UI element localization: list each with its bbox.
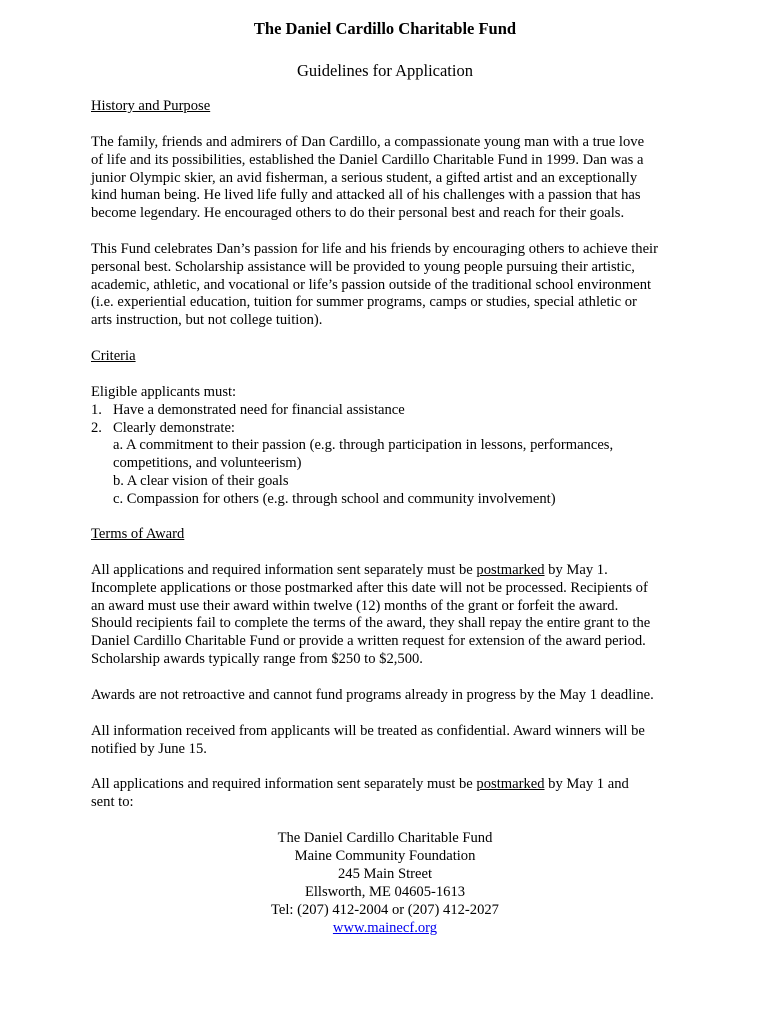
criteria-list [91,384,691,509]
paragraph-line: Awards are not retroactive and cannot fund programs already in progress by the May 1 deadline. [91,687,654,703]
terms-paragraph-4 [91,776,691,812]
paragraph-line: notified by June 15. [91,740,207,757]
paragraph-line: All information received from applicants will be treated as confidential. Award winners will be [91,723,645,739]
text-span: by May 1. [544,562,608,578]
address-line-fund: The Daniel Cardillo Charitable Fund [277,830,493,846]
history-paragraph-1 [91,134,691,223]
paragraph-line: sent to: [91,793,134,810]
list-item [91,402,691,420]
paragraph-line: academic, athletic, and vocational or life’s passion outside of the traditional school environment [91,276,652,293]
text-span: by May 1 and [544,776,629,792]
history-section [91,98,691,116]
paragraph-line: junior Olympic skier, an avid fisherman, a serious student, a gifted artist and an exceptionally [91,169,638,186]
sub-item-c: c. Compassion for others (e.g. through school and community involvement) [113,490,556,507]
terms-paragraph-3 [91,723,691,759]
paragraph-line: personal best. Scholarship assistance will be provided to young people pursuing their artistic, [91,258,635,275]
document-subtitle: Guidelines for Application [297,61,473,80]
criteria-section [91,348,691,366]
criteria-intro: Eligible applicants must: [91,384,237,400]
paragraph-line: Daniel Cardillo Charitable Fund or provide a written request for extension of the award period. [91,633,646,650]
paragraph-line: Scholarship awards typically range from $250 to $2,500. [91,650,423,667]
paragraph-line: The family, friends and admirers of Dan Cardillo, a compassionate young man with a true love [91,134,645,150]
paragraph-line: Should recipients fail to complete the terms of the award, they shall repay the entire grant to the [91,615,651,632]
paragraph-line: (i.e. experiential education, tuition for summer programs, camps or studies, special athletic or [91,294,637,311]
address-line-street: 245 Main Street [337,866,433,882]
history-paragraph-2 [91,241,691,330]
paragraph-line: become legendary. He encouraged others to do their personal best and reach for their goals. [91,205,625,222]
paragraph-line: Incomplete applications or those postmarked after this date will not be processed. Recipients of [91,579,648,596]
text-span: All applications and required information sent separately must be [91,776,477,792]
address-line-city: Ellsworth, ME 04605-1613 [304,884,466,900]
address-line-foundation: Maine Community Foundation [294,848,476,864]
website-link[interactable]: www.mainecf.org [332,920,438,936]
sub-item-a-cont: competitions, and volunteerism) [113,455,302,472]
document-title: The Daniel Cardillo Charitable Fund [253,19,517,38]
address-line-phone: Tel: (207) 412-2004 or (207) 412-2027 [271,902,499,918]
postmarked-emphasis: postmarked [476,562,545,578]
sub-item-b: b. A clear vision of their goals [113,472,289,489]
paragraph-line: of life and its possibilities, established the Daniel Cardillo Charitable Fund in 1999. Dan was a [91,151,644,168]
list-text: Clearly demonstrate: [113,419,235,436]
paragraph-line [91,562,691,580]
paragraph-line [91,776,691,794]
paragraph-line: kind human being. He lived life fully and attacked all of his challenges with a passion that has [91,187,641,204]
paragraph-line: arts instruction, but not college tuition). [91,312,323,329]
list-number: 2. [91,419,102,436]
list-item [91,420,691,438]
mailing-address [0,829,770,937]
terms-heading: Terms of Award [91,526,185,542]
paragraph-line: This Fund celebrates Dan’s passion for life and his friends by encouraging others to achieve their [91,241,658,257]
criteria-heading: Criteria [91,348,136,364]
text-span: All applications and required information sent separately must be [91,562,477,578]
terms-section [91,526,691,544]
list-number: 1. [91,401,102,418]
paragraph-line: an award must use their award within twelve (12) months of the grant or forfeit the award. [91,597,619,614]
list-text: Have a demonstrated need for financial assistance [113,401,405,418]
terms-paragraph-1 [91,562,691,669]
terms-paragraph-2 [91,687,691,705]
postmarked-emphasis: postmarked [476,776,545,792]
history-heading: History and Purpose [91,98,211,114]
sub-item-a: a. A commitment to their passion (e.g. through participation in lessons, performances, [113,437,614,454]
